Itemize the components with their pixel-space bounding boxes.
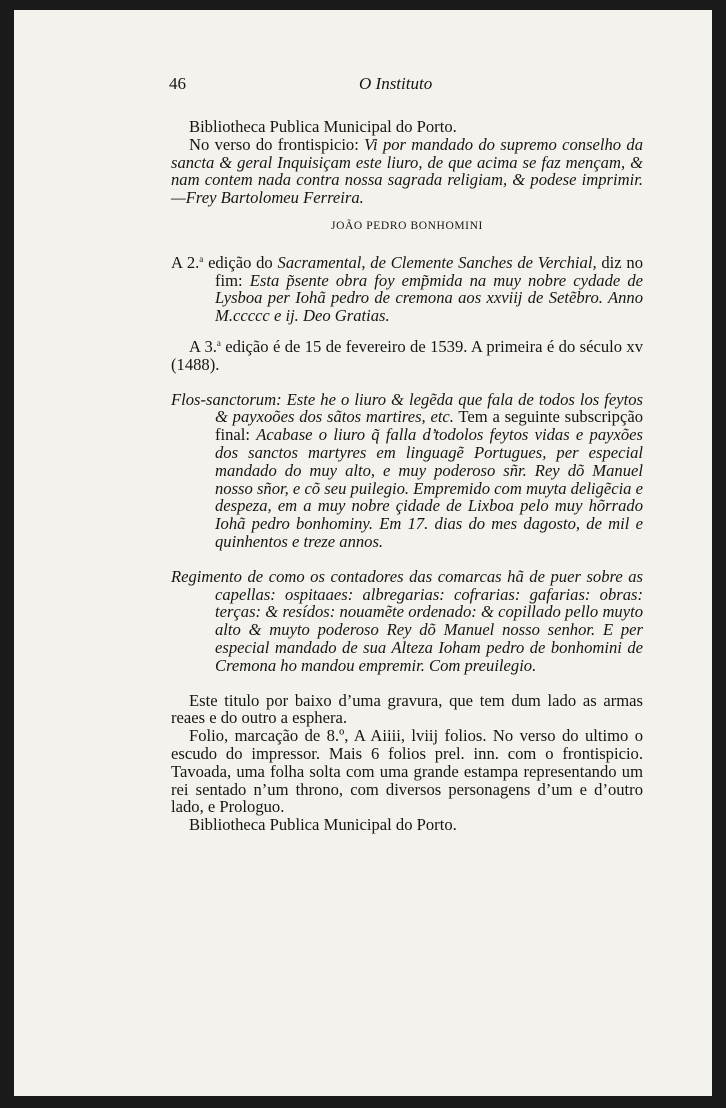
third-edition-paragraph — [171, 338, 643, 374]
closing-title-note: Este titulo por baixo d’uma gravura, que tem dum lado as armas reaes e do outro a esphera. — [171, 690, 643, 728]
third-edition-lead: A 3. — [189, 336, 217, 356]
regimento-quote: Regimento de como os contadores das comarcas hã de puer sobre as capellas: ospitaaes: albregarias: cofrarias: gafarias: obras: terças: & resídos: nouamẽte ordenado: & copillado pello muyto alto & muyto poderoso Rey dõ Manuel nosso senhor. E per especial mandado de sua Alteza Ioham pedro de bonhomini de Cremona ho mandou empremir. Com preuilegio. — [171, 566, 643, 675]
sacramental-entry — [171, 254, 643, 325]
page-number: 46 — [169, 74, 186, 93]
sacramental-title: Sacramental, de Clemente Sanches de Verchial, — [277, 252, 597, 272]
library-note: Bibliotheca Publica Municipal do Porto. — [189, 117, 457, 136]
closing-description: Folio, marcação de 8.º, A Aiiii, lviij folios. No verso do ultimo o escudo do impressor. Mais 6 folios prel. inn. com o frontispicio. Tavoada, uma folha solta com uma grande estampa representando um rei sentado n’um throno, com diversos personagens d’um e d’outro lado, e Prologuo. — [171, 726, 643, 817]
sacramental-lead: A 2. — [171, 252, 200, 272]
regimento-entry — [171, 568, 643, 675]
section-heading: JOÃO PEDRO BONHOMINI — [331, 219, 483, 232]
flos-text: Tem a seguinte subscripção final: — [215, 407, 643, 445]
running-title: O Instituto — [359, 74, 433, 93]
sacramental-text-a: edição do — [203, 252, 278, 272]
third-edition-sup: a — [216, 337, 221, 348]
verso-paragraph — [171, 136, 643, 207]
body-text — [171, 118, 643, 834]
flos-title: Flos-sanctorum: Este he o liuro & legẽda que fala de todos los feytos & payxoões dos sãtos martires, etc. — [171, 389, 643, 427]
third-edition-text: edição é de 15 de fevereiro de 1539. A primeira é do século xv (1488). — [171, 336, 643, 374]
page-header — [169, 74, 639, 98]
flos-sanctorum-entry — [171, 391, 643, 551]
sacramental-text-b: diz no fim: — [215, 252, 644, 290]
verso-intro: No verso do frontispicio: — [189, 134, 365, 154]
flos-quote: Acabase o liuro q̃ falla d’todolos feytos vidas e payxões dos sanctos martyres em linguagẽ Portugues, per especial mandado do muy alto, e muy poderoso sñr. Rey dõ Manuel nosso sñor, e cõ seu puilegio. Empremido com muyta deligẽcia e despeza, em a muy nobre çidade de Lixboa pelo muy hõrrado Iohã pedro bonhominy. Em 17. dias do mes dagosto, de mil e quinhentos e treze annos. — [215, 425, 643, 551]
verso-quote: Vi por mandado do supremo conselho da sancta & geral Inquisiçam este liuro, de que acima se faz mençam, & nam contem nada contra nossa sagrada religiam, & podese imprimir.—Frey Bartolomeu Ferreira. — [171, 134, 643, 208]
sacramental-quote: Esta p̃sente obra foy emp̃mida na muy nobre cydade de Lysboa per Iohã pedro de cremona aos xxviij de Setẽbro. Anno M.ccccc e ij. Deo Gratias. — [215, 270, 643, 326]
sacramental-sup: a — [199, 253, 204, 264]
scanned-page — [14, 10, 712, 1096]
closing-library-note: Bibliotheca Publica Municipal do Porto. — [189, 815, 457, 835]
